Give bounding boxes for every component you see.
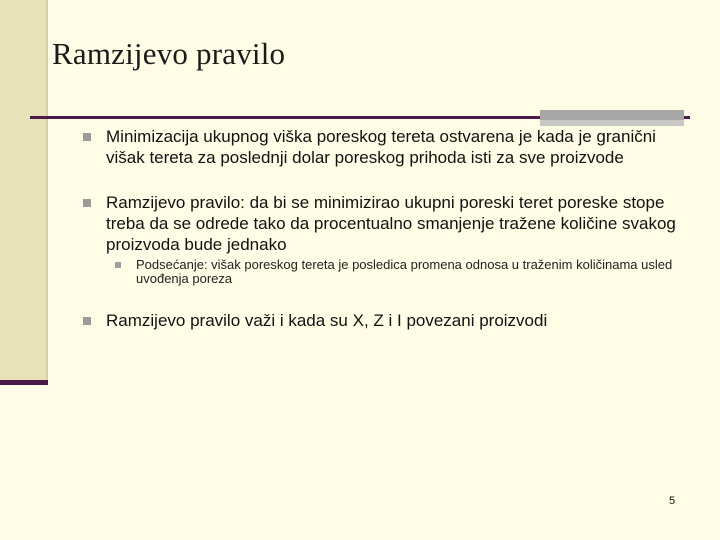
square-bullet-icon: [115, 262, 121, 268]
slide-title: Ramzijevo pravilo: [52, 36, 286, 71]
sub-bullet-item: [80, 258, 680, 286]
bullet-text: Minimizacija ukupnog viška poreskog tereta ostvarena je kada je granični višak tereta za poslednji dolar poreskog prihoda isti za sve proizvode: [106, 127, 656, 167]
left-decor-bottom: [0, 380, 48, 385]
left-decor-edge: [46, 0, 48, 385]
accent-block: [540, 110, 684, 120]
bullet-item: [80, 192, 680, 255]
bullet-text: Ramzijevo pravilo važi i kada su X, Z i I povezani proizvodi: [106, 311, 548, 330]
left-decor-bar: [0, 0, 46, 385]
square-bullet-icon: [83, 199, 91, 207]
sub-bullet-text: Podsećanje: višak poreskog tereta je posledica promena odnosa u traženim količinama usled uvođenja poreza: [136, 257, 673, 286]
slide-content: [80, 126, 680, 331]
page-number: 5: [669, 495, 676, 507]
bullet-item: [80, 126, 680, 168]
square-bullet-icon: [83, 133, 91, 141]
bullet-text: Ramzijevo pravilo: da bi se minimizirao ukupni poreski teret poreske stope treba da se odrede tako da procentualno smanjenje tražene količine svakog proizvoda bude jednako: [106, 193, 676, 254]
square-bullet-icon: [83, 317, 91, 325]
bullet-item: [80, 310, 680, 331]
